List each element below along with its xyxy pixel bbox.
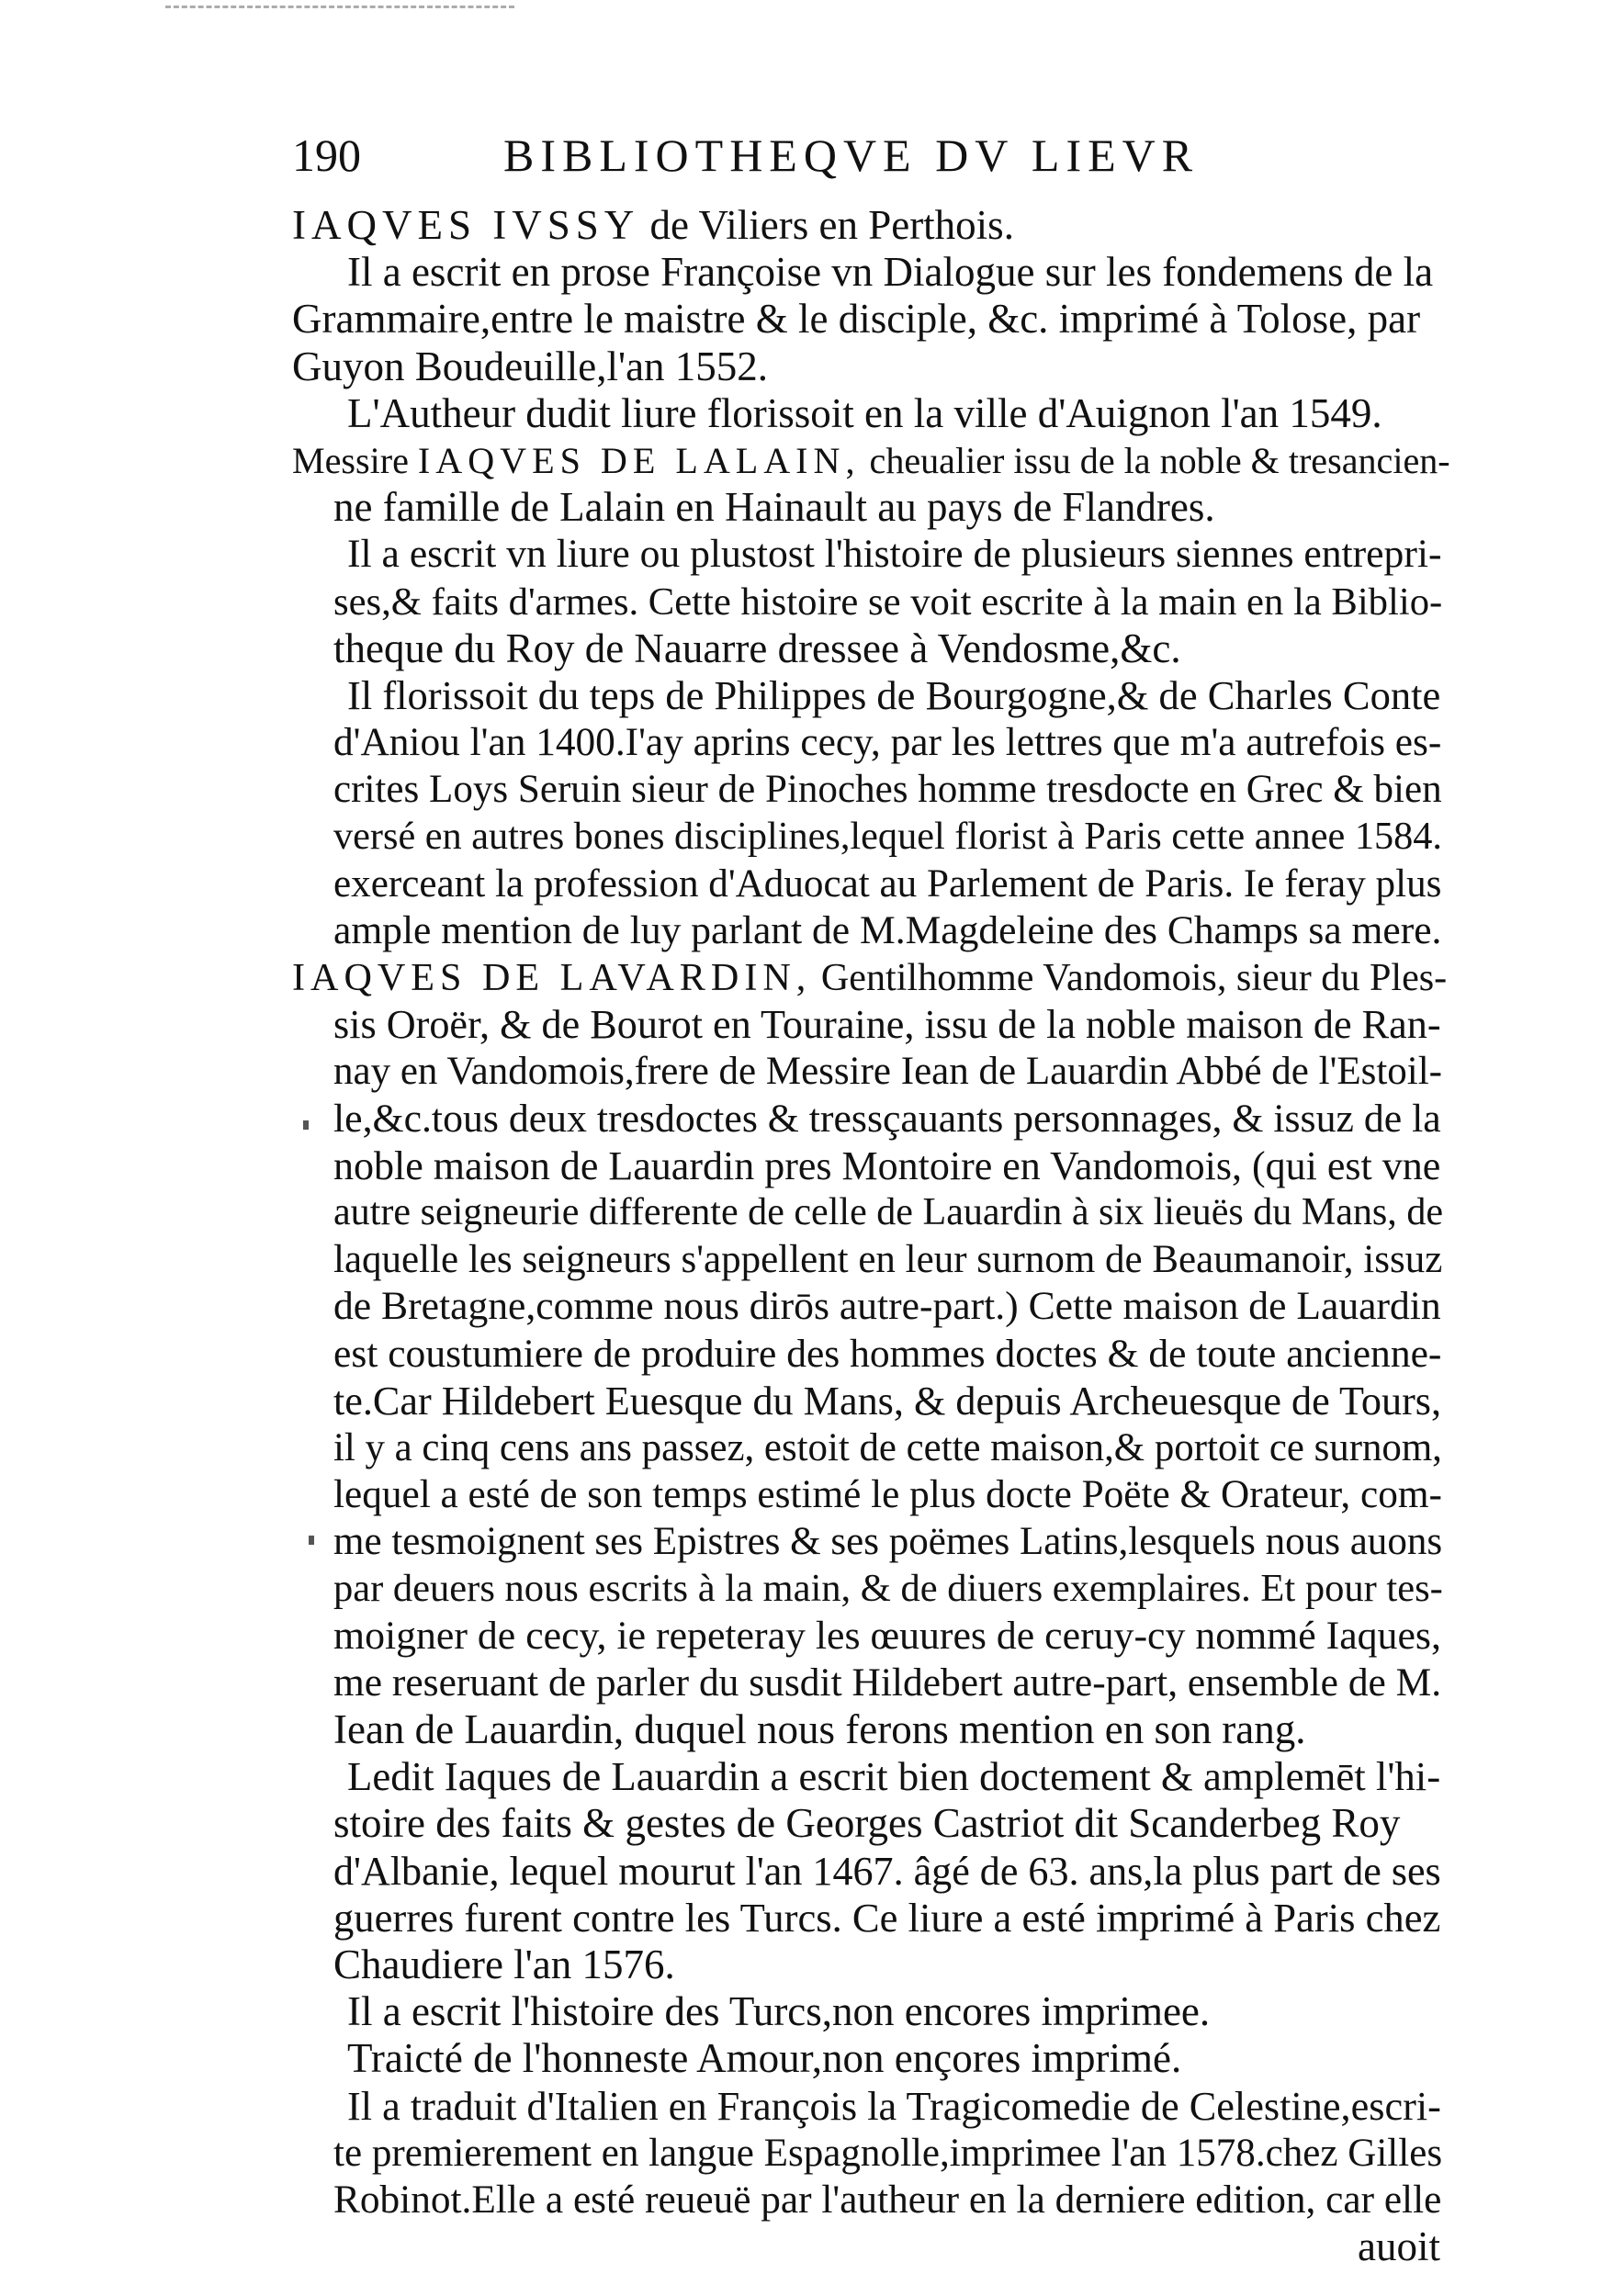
entry-description: Gentilhomme Vandomois, sieur du Ples- — [820, 956, 1448, 999]
text-line: d'Albanie, lequel mourut l'an 1467. âgé de 63. ans,la plus part de ses — [333, 1848, 1441, 1894]
text-line: Il florissoit du teps de Philippes de Bourgogne,& de Charles Conte — [347, 671, 1441, 718]
text-line: Il a escrit en prose Françoise vn Dialogue sur les fondemens de la — [347, 249, 1434, 296]
text-line: Chaudiere l'an 1576. — [333, 1941, 675, 1987]
text-line: est coustumiere de produire des hommes doctes & de toute ancienne- — [333, 1331, 1442, 1376]
text-line: ses,& faits d'armes. Cette histoire se voit escrite à la main en la Biblio- — [333, 580, 1443, 624]
entry-heading — [292, 202, 1440, 249]
text-line: Il a escrit vn liure ou plustost l'histoire de plusieurs siennes entrepri- — [347, 532, 1442, 577]
text-line: Robinot.Elle a esté reueuë par l'autheur en la derniere edition, car elle — [333, 2177, 1442, 2222]
text-line: me tesmoignent ses Epistres & ses poëmes Latins,lesquels nous auons — [333, 1520, 1443, 1564]
running-head — [292, 129, 1440, 193]
page-body — [292, 202, 1450, 2270]
text-line: autre seigneurie differente de celle de Lauardin à six lieuës du Mans, de — [333, 1190, 1444, 1233]
text-line: theque du Roy de Nauarre dressee à Vendosme,&c. — [333, 625, 1181, 671]
text-line: Traicté de l'honneste Amour,non ençores imprimé. — [347, 2035, 1182, 2082]
catchword: auoit — [1358, 2223, 1440, 2270]
text-line: te premierement en langue Espagnolle,imprimee l'an 1578.chez Gilles — [333, 2131, 1443, 2175]
text-line: Il a escrit l'histoire des Turcs,non encores imprimee. — [347, 1988, 1211, 2035]
entry-heading — [292, 954, 1448, 1001]
entry-name: IAQVES DE LAVARDIN, — [292, 956, 812, 999]
entry-prefix: Messire — [292, 439, 409, 481]
text-line: te.Car Hildebert Euesque du Mans, & depuis Archeuesque de Tours, — [333, 1378, 1442, 1424]
text-line: nay en Vandomois,frere de Messire Iean de Lauardin Abbé de l'Estoil- — [333, 1050, 1442, 1094]
running-title: BIBLIOTHEQVE DV LIEVR — [503, 129, 1200, 181]
entry-name: IAQVES DE LALAIN, — [417, 439, 861, 481]
entry-description: cheualier issu de la noble & tresancien- — [869, 439, 1450, 481]
text-line: noble maison de Lauardin pres Montoire en Vandomois, (qui est vne — [333, 1142, 1441, 1188]
text-line: il y a cinq cens ans passez, estoit de cette maison,& portoit ce surnom, — [333, 1425, 1442, 1469]
page-number: 190 — [292, 129, 361, 181]
entry-name: IAQVES IVSSY — [292, 202, 640, 248]
entry-place: de Viliers en Perthois. — [649, 202, 1014, 248]
text-line: versé en autres bones disciplines,lequel florist à Paris cette annee 1584. — [333, 815, 1442, 859]
text-line: exerceant la profession d'Aduocat au Parlement de Paris. Ie feray plus — [333, 861, 1442, 906]
text-line: me reseruant de parler du susdit Hildebert autre-part, ensemble de M. — [333, 1660, 1442, 1705]
text-line: Guyon Boudeuille,l'an 1552. — [292, 343, 769, 389]
text-line: Iean de Lauardin, duquel nous ferons mention en son rang. — [333, 1706, 1306, 1752]
text-line: de Bretagne,comme nous dirōs autre-part.) Cette maison de Lauardin — [333, 1284, 1441, 1329]
text-line: Il a traduit d'Italien en François la Tragicomedie de Celestine,escri- — [347, 2083, 1441, 2129]
text-line: Ledit Iaques de Lauardin a escrit bien doctement & amplemēt l'hi- — [347, 1753, 1441, 1800]
text-line: sis Oroër, & de Bourot en Touraine, issu de la noble maison de Ran- — [333, 1002, 1441, 1048]
text-line: moigner de cecy, ie repeteray les œuures de ceruy-cy nommé Iaques, — [333, 1613, 1441, 1658]
text-line: d'Aniou l'an 1400.I'ay aprins cecy, par les lettres que m'a autrefois es- — [333, 720, 1442, 765]
text-line: Grammaire,entre le maistre & le disciple, &c. imprimé à Tolose, par — [292, 296, 1421, 343]
text-line: par deuers nous escrits à la main, & de diuers exemplaires. Et pour tes- — [333, 1567, 1443, 1611]
text-line: ne famille de Lalain en Hainault au pays de Flandres. — [333, 484, 1215, 531]
text-line: ample mention de luy parlant de M.Magdeleine des Champs sa mere. — [333, 907, 1442, 952]
text-line: crites Loys Seruin sieur de Pinoches homme tresdocte en Grec & bien — [333, 768, 1442, 812]
text-line: lequel a esté de son temps estimé le plus docte Poëte & Orateur, com- — [333, 1472, 1442, 1517]
text-line: guerres furent contre les Turcs. Ce liure a esté imprimé à Paris chez — [333, 1894, 1441, 1941]
text-line: laquelle les seigneurs s'appellent en leur surnom de Beaumanoir, issuz — [333, 1238, 1443, 1282]
text-line: stoire des faits & gestes de Georges Castriot dit Scanderbeg Roy — [333, 1800, 1401, 1847]
entry-heading — [292, 437, 1450, 484]
text-line: le,&c.tous deux tresdoctes & tressçauants personnages, & issuz de la — [333, 1096, 1441, 1141]
text-line: L'Autheur dudit liure florissoit en la ville d'Auignon l'an 1549. — [347, 389, 1382, 436]
top-edge-rule — [165, 6, 514, 17]
